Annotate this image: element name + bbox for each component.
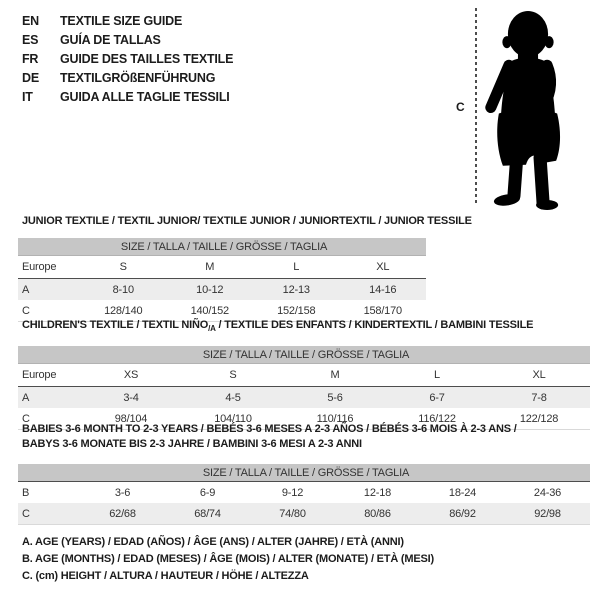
language-label: TEXTILGRÖßENFÜHRUNG [60,71,216,85]
row-key: C [22,412,30,425]
babies-textile-section [18,422,590,525]
babies-size-table [18,464,590,525]
size-header-bar: SIZE / TALLA / TAILLE / GRÖSSE / TAGLIA [18,464,590,482]
row-key: B [22,486,30,499]
size-value-cell: 80/86 [335,503,420,525]
size-value-cell: 62/68 [80,503,165,525]
row-key: A [18,279,80,301]
size-value-cell: 3-6 [114,486,131,499]
size-value-cell: 24-36 [533,486,562,499]
height-measure-line [475,8,477,206]
size-value-cell: 6-7 [386,387,488,409]
footnote-a: A. AGE (YEARS) / EDAD (AÑOS) / ÂGE (ANS) / ALTER (JAHRE) / ETÀ (ANNI) [22,536,404,548]
language-row [22,50,233,69]
size-value-cell: 12-13 [253,279,340,301]
language-code: FR [22,52,39,66]
table-row [18,279,426,301]
size-header-bar: SIZE / TALLA / TAILLE / GRÖSSE / TAGLIA [18,238,426,256]
size-value-cell: 14-16 [340,279,427,301]
footnote-b: B. AGE (MONTHS) / EDAD (MESES) / ÂGE (MOIS) / ALTER (MONATE) / ETÀ (MESI) [22,553,434,565]
row-key: C [18,503,80,525]
table-title-line: CHILDREN'S TEXTILE / TEXTIL $NIÑO_{/A}$ / TEXTILE DES ENFANTS / KINDERTEXTIL / BAMBINI TESSILE [22,319,534,334]
table-title-line: BABYS 3-6 MONATE BIS 2-3 JAHRE / BAMBINI 3-6 MESI A 2-3 ANNI [22,438,362,450]
size-columns-row [18,256,426,279]
table-title [18,214,472,229]
junior-size-table [18,238,426,322]
footnote-c: C. (cm) HEIGHT / ALTURA / HAUTEUR / HÖHE / ALTEZZA [22,570,309,582]
language-code: DE [22,71,39,85]
size-column-header: S [182,364,284,387]
language-row [22,88,233,107]
row-key: A [18,387,80,409]
legend-footnotes [22,534,434,585]
children-textile-section [18,318,590,430]
size-value-cell: 9-12 [281,486,304,499]
size-column-header: S [80,256,167,279]
size-column-header: XL [340,256,427,279]
size-column-header: L [253,256,340,279]
language-code: IT [22,90,33,104]
size-value-cell: 104/110 [214,412,252,425]
language-heading-list [22,12,233,107]
size-value-cell: 116/122 [418,412,456,425]
size-header-bar: SIZE / TALLA / TAILLE / GRÖSSE / TAGLIA [18,346,590,364]
table-row [18,482,590,504]
table-title-line: BABIES 3-6 MONTH TO 2-3 YEARS / BEBÉS 3-6 MESES A 2-3 AÑOS / BÉBÉS 3-6 MOIS À 2-3 ANS / [22,423,517,435]
table-title [18,318,590,336]
size-value-cell: 8-10 [80,279,167,301]
size-value-cell: 12-18 [363,486,392,499]
height-measure-label: C [456,100,465,114]
junior-textile-section [18,214,472,322]
size-value-cell: 158/170 [363,304,402,317]
language-label: GUIDA ALLE TAGLIE TESSILI [60,90,230,104]
size-value-cell: 10-12 [167,279,254,301]
table-title-line: JUNIOR TEXTILE / TEXTIL JUNIOR/ TEXTILE JUNIOR / JUNIORTEXTIL / JUNIOR TESSILE [22,215,472,227]
language-label: GUÍA DE TALLAS [60,33,161,47]
size-value-cell: 110/116 [316,412,354,425]
language-row [22,12,233,31]
language-code: EN [22,14,39,28]
size-value-cell: 152/158 [277,304,316,317]
size-column-header: XL [488,364,590,387]
size-column-header: L [386,364,488,387]
size-value-cell: 98/104 [114,412,148,425]
language-label: TEXTILE SIZE GUIDE [60,14,183,28]
size-value-cell: 4-5 [182,387,284,409]
size-value-cell: 68/74 [165,503,250,525]
size-value-cell: 5-6 [284,387,386,409]
region-label: Europe [18,256,80,279]
language-row [22,31,233,50]
size-value-cell: 140/152 [190,304,229,317]
language-code: ES [22,33,39,47]
table-row [18,503,590,525]
size-value-cell: 7-8 [488,387,590,409]
size-value-cell: 86/92 [420,503,505,525]
baby-silhouette-icon [482,9,574,210]
region-label: Europe [18,364,80,387]
size-value-cell: 6-9 [199,486,216,499]
table-row [18,387,590,409]
size-value-cell: 3-4 [80,387,182,409]
size-value-cell: 128/140 [104,304,143,317]
row-key: C [22,304,30,317]
size-value-cell: 18-24 [448,486,477,499]
size-columns-row [18,364,590,387]
size-column-header: M [284,364,386,387]
size-value-cell: 92/98 [505,503,590,525]
language-label: GUIDE DES TAILLES TEXTILE [60,52,234,66]
size-value-cell: 74/80 [250,503,335,525]
children-size-table [18,346,590,430]
language-row [22,69,233,88]
size-value-cell: 122/128 [519,412,559,425]
size-column-header: M [167,256,254,279]
size-column-header: XS [80,364,182,387]
table-title [18,422,590,452]
